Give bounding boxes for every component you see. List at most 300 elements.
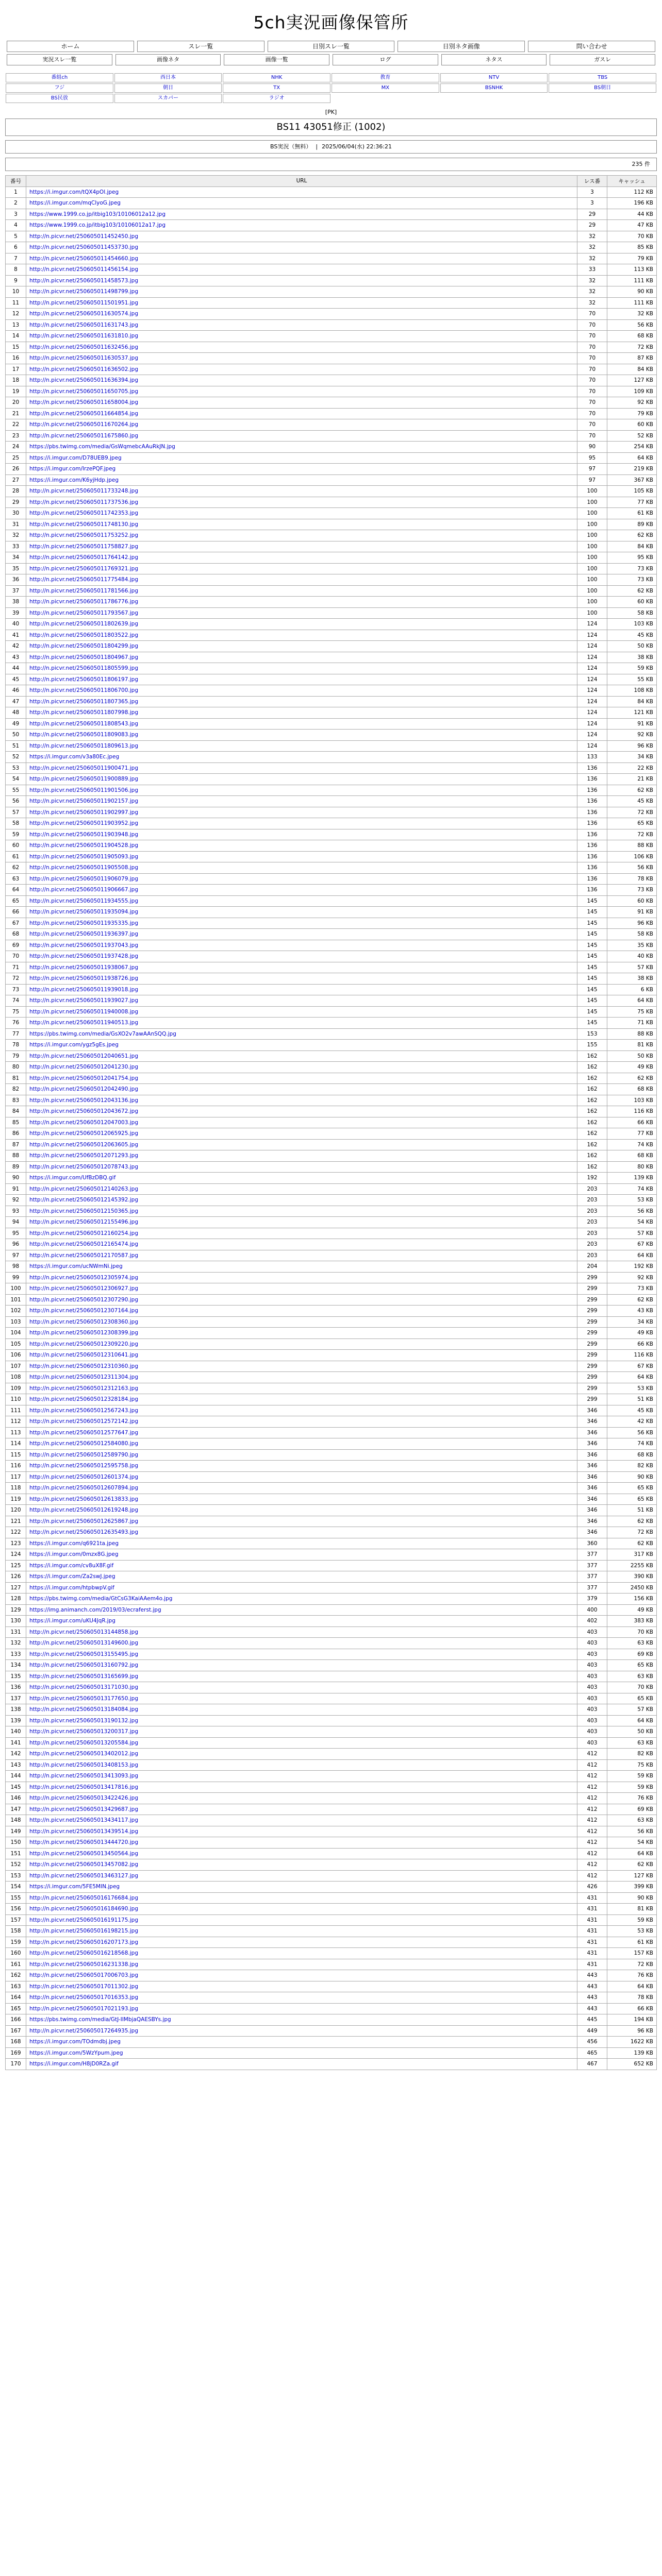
image-url-link[interactable]: http://n.picvr.net/250605012307164.jpg	[29, 1308, 138, 1314]
image-url-link[interactable]: http://n.picvr.net/250605011936397.jpg	[29, 931, 138, 938]
table-row	[6, 397, 657, 409]
row-cache-size: 108 KB	[607, 685, 657, 697]
image-url-link[interactable]: http://n.picvr.net/250605011804967.jpg	[29, 654, 138, 660]
image-url-link[interactable]: http://n.picvr.net/250605013144858.jpg	[29, 1629, 138, 1635]
board-link[interactable]: MX	[332, 83, 439, 93]
image-url-link[interactable]: http://n.picvr.net/250605011904528.jpg	[29, 842, 138, 849]
image-url-link[interactable]: http://n.picvr.net/250605012613833.jpg	[29, 1496, 138, 1502]
image-url-link[interactable]: http://n.picvr.net/250605012170587.jpg	[29, 1252, 138, 1259]
image-url-link[interactable]: http://n.picvr.net/250605012305974.jpg	[29, 1274, 138, 1281]
header-res: レス番	[577, 176, 607, 187]
image-url-link[interactable]: http://n.picvr.net/250605013149600.jpg	[29, 1640, 138, 1647]
row-res-number: 70	[577, 419, 607, 431]
image-url-link[interactable]: https://i.imgur.com/v3a80Ec.jpeg	[29, 754, 120, 760]
image-url-link[interactable]: http://n.picvr.net/250605013205584.jpg	[29, 1739, 138, 1746]
row-cache-size: 62 KB	[607, 1516, 657, 1527]
row-url-cell	[26, 1028, 577, 1040]
image-url-link[interactable]: http://n.picvr.net/250605011934555.jpg	[29, 897, 138, 904]
image-url-link[interactable]: http://n.picvr.net/250605011902997.jpg	[29, 809, 138, 816]
image-url-link[interactable]: http://n.picvr.net/250605012041230.jpg	[29, 1064, 138, 1071]
image-url-link[interactable]: http://n.picvr.net/250605017006703.jpg	[29, 1972, 138, 1979]
image-url-link[interactable]: http://n.picvr.net/250605013434117.jpg	[29, 1817, 138, 1824]
image-url-link[interactable]: http://n.picvr.net/250605012043672.jpg	[29, 1108, 138, 1115]
image-url-link[interactable]: https://pbs.twimg.com/media/GtJ-IIMbjaQAESBYs.jpg	[29, 2016, 171, 2023]
image-url-link[interactable]: http://n.picvr.net/250605011786776.jpg	[29, 599, 138, 605]
row-res-number: 346	[577, 1449, 607, 1461]
row-url-cell	[26, 1914, 577, 1926]
image-url-link[interactable]: http://n.picvr.net/250605012155496.jpg	[29, 1219, 138, 1226]
image-url-link[interactable]: http://n.picvr.net/250605011905093.jpg	[29, 853, 138, 860]
image-url-link[interactable]: http://n.picvr.net/250605012145392.jpg	[29, 1197, 138, 1204]
row-res-number: 299	[577, 1350, 607, 1361]
image-url-link[interactable]: http://n.picvr.net/250605012310641.jpg	[29, 1352, 138, 1359]
board-grid	[5, 73, 657, 104]
image-url-link[interactable]: http://n.picvr.net/250605011906667.jpg	[29, 887, 138, 893]
image-url-link[interactable]: http://n.picvr.net/250605011636502.jpg	[29, 366, 138, 372]
table-row	[6, 474, 657, 486]
image-url-link[interactable]: https://i.imgur.com/q6921ta.jpeg	[29, 1540, 119, 1547]
row-res-number: 346	[577, 1405, 607, 1416]
image-url-link[interactable]: http://n.picvr.net/250605011664854.jpg	[29, 410, 138, 417]
row-url-cell	[26, 375, 577, 386]
image-url-link[interactable]: http://n.picvr.net/250605011808543.jpg	[29, 720, 138, 727]
row-number: 90	[6, 1173, 26, 1184]
image-url-link[interactable]: http://n.picvr.net/250605012140263.jpg	[29, 1185, 138, 1192]
table-row	[6, 1560, 657, 1571]
row-number: 124	[6, 1549, 26, 1561]
image-url-link[interactable]: http://n.picvr.net/250605012309220.jpg	[29, 1341, 138, 1347]
board-link[interactable]: BSNHK	[440, 83, 548, 93]
board-link[interactable]: NTV	[440, 73, 548, 82]
image-url-link[interactable]: http://n.picvr.net/250605011805599.jpg	[29, 665, 138, 672]
board-link[interactable]: スカパー	[114, 94, 222, 103]
image-url-link[interactable]: http://n.picvr.net/250605017011302.jpg	[29, 1983, 138, 1990]
table-row	[6, 630, 657, 641]
row-number: 3	[6, 209, 26, 220]
row-url-cell	[26, 1693, 577, 1704]
image-url-link[interactable]: http://n.picvr.net/250605016231338.jpg	[29, 1961, 138, 1968]
image-url-link[interactable]: http://n.picvr.net/250605011803522.jpg	[29, 632, 138, 638]
image-url-link[interactable]: http://n.picvr.net/250605013402012.jpg	[29, 1751, 138, 1757]
image-url-link[interactable]: https://i.imgur.com/tQX4pOl.jpeg	[29, 189, 119, 195]
image-url-link[interactable]: http://n.picvr.net/250605011781566.jpg	[29, 587, 138, 594]
board-link[interactable]: TBS	[549, 73, 656, 82]
image-url-link[interactable]: http://n.picvr.net/250605012040651.jpg	[29, 1053, 138, 1059]
image-url-link[interactable]: http://n.picvr.net/250605012165474.jpg	[29, 1241, 138, 1248]
row-url-cell	[26, 519, 577, 530]
image-url-link[interactable]: https://i.imgur.com/ygz5gEs.jpeg	[29, 1042, 119, 1048]
image-url-link[interactable]: http://n.picvr.net/250605011809613.jpg	[29, 742, 138, 749]
image-url-link[interactable]: http://n.picvr.net/250605011935094.jpg	[29, 909, 138, 916]
image-url-link[interactable]: http://n.picvr.net/250605012607894.jpg	[29, 1485, 138, 1492]
image-url-link[interactable]: https://i.imgur.com/5FE5MIN.jpeg	[29, 1884, 120, 1890]
image-url-link[interactable]: http://n.picvr.net/250605011630537.jpg	[29, 355, 138, 362]
table-row	[6, 1306, 657, 1317]
row-url-cell	[26, 1726, 577, 1738]
board-link[interactable]: BS朝日	[549, 83, 656, 93]
table-row	[6, 918, 657, 929]
table-row	[6, 1892, 657, 1904]
row-cache-size: 59 KB	[607, 663, 657, 674]
row-number: 65	[6, 895, 26, 907]
image-url-link[interactable]: http://n.picvr.net/250605011769321.jpg	[29, 565, 138, 572]
image-url-link[interactable]: http://n.picvr.net/250605011650705.jpg	[29, 388, 138, 395]
image-url-link[interactable]: http://n.picvr.net/250605011733248.jpg	[29, 488, 138, 495]
row-res-number: 100	[577, 607, 607, 619]
image-url-link[interactable]: http://n.picvr.net/250605011636394.jpg	[29, 377, 138, 384]
row-number: 109	[6, 1383, 26, 1394]
row-url-cell	[26, 1937, 577, 1948]
row-number: 107	[6, 1361, 26, 1372]
row-cache-size: 59 KB	[607, 1771, 657, 1782]
board-link[interactable]: 教育	[332, 73, 439, 82]
image-url-link[interactable]: http://n.picvr.net/250605017021193.jpg	[29, 2005, 138, 2012]
nav-link[interactable]: 問い合わせ	[528, 41, 655, 52]
nav-link[interactable]: 日別スレ一覧	[268, 41, 395, 52]
table-row	[6, 907, 657, 918]
image-url-link[interactable]: http://n.picvr.net/250605013457082.jpg	[29, 1861, 138, 1868]
image-url-link[interactable]: http://n.picvr.net/250605011903948.jpg	[29, 831, 138, 838]
image-url-link[interactable]: http://n.picvr.net/250605012567243.jpg	[29, 1407, 138, 1414]
image-url-link[interactable]: http://n.picvr.net/250605012041754.jpg	[29, 1075, 138, 1081]
image-url-link[interactable]: http://n.picvr.net/250605016184690.jpg	[29, 1906, 138, 1912]
image-url-link[interactable]: http://n.picvr.net/250605012047003.jpg	[29, 1119, 138, 1126]
table-row	[6, 574, 657, 586]
row-res-number: 299	[577, 1272, 607, 1283]
row-cache-size: 79 KB	[607, 408, 657, 419]
image-url-link[interactable]: http://n.picvr.net/250605011753252.jpg	[29, 532, 138, 539]
image-url-link[interactable]: http://n.picvr.net/250605011742353.jpg	[29, 510, 138, 517]
table-row	[6, 1350, 657, 1361]
row-url-cell	[26, 1040, 577, 1051]
subnav-link[interactable]: ログ	[333, 54, 438, 65]
image-url-link[interactable]: http://n.picvr.net/250605011630574.jpg	[29, 311, 138, 317]
row-cache-size: 81 KB	[607, 1904, 657, 1915]
image-url-link[interactable]: http://n.picvr.net/250605016207173.jpg	[29, 1939, 138, 1945]
image-url-link[interactable]: https://pbs.twimg.com/media/GtCsG3KaiAAem4o.jpg	[29, 1596, 173, 1602]
image-url-link[interactable]: http://n.picvr.net/250605011764142.jpg	[29, 554, 138, 561]
image-url-link[interactable]: http://n.picvr.net/250605011937043.jpg	[29, 942, 138, 948]
row-url-cell	[26, 1505, 577, 1516]
table-row	[6, 862, 657, 874]
table-row	[6, 198, 657, 209]
image-url-link[interactable]: http://n.picvr.net/250605011940008.jpg	[29, 1008, 138, 1015]
image-url-link[interactable]: http://n.picvr.net/250605013463127.jpg	[29, 1872, 138, 1879]
table-row	[6, 1970, 657, 1981]
image-url-link[interactable]: http://n.picvr.net/250605011902157.jpg	[29, 798, 138, 805]
row-cache-size: 45 KB	[607, 630, 657, 641]
subnav-link[interactable]: ネタス	[441, 54, 547, 65]
result-count: 235 件	[5, 158, 657, 171]
image-url-link[interactable]: http://n.picvr.net/250605011658004.jpg	[29, 399, 138, 406]
nav-link[interactable]: ホーム	[7, 41, 134, 52]
image-url-link[interactable]: http://n.picvr.net/250605016218568.jpg	[29, 1950, 138, 1957]
subnav-link[interactable]: ガスレ	[550, 54, 655, 65]
image-url-link[interactable]: http://n.picvr.net/250605012308399.jpg	[29, 1330, 138, 1336]
row-cache-size: 65 KB	[607, 1693, 657, 1704]
image-url-link[interactable]: http://n.picvr.net/250605011905508.jpg	[29, 865, 138, 871]
row-number: 137	[6, 1693, 26, 1704]
table-row	[6, 1882, 657, 1893]
image-url-link[interactable]: http://n.picvr.net/250605013439514.jpg	[29, 1828, 138, 1835]
image-url-link[interactable]: http://n.picvr.net/250605011935335.jpg	[29, 920, 138, 926]
image-url-link[interactable]: http://n.picvr.net/250605013413093.jpg	[29, 1773, 138, 1780]
image-url-link[interactable]: http://n.picvr.net/250605012625867.jpg	[29, 1518, 138, 1524]
image-url-link[interactable]: https://pbs.twimg.com/media/GsXO2v7awAAnSQQ.jpg	[29, 1030, 176, 1037]
image-url-link[interactable]: http://n.picvr.net/250605011806197.jpg	[29, 676, 138, 683]
image-url-link[interactable]: http://n.picvr.net/250605011939018.jpg	[29, 986, 138, 993]
image-url-link[interactable]: http://n.picvr.net/250605011670264.jpg	[29, 421, 138, 428]
image-url-link[interactable]: http://n.picvr.net/250605012042490.jpg	[29, 1086, 138, 1093]
image-url-link[interactable]: http://n.picvr.net/250605013177650.jpg	[29, 1695, 138, 1702]
image-url-link[interactable]: http://n.picvr.net/250605011793567.jpg	[29, 609, 138, 616]
image-url-link[interactable]: http://n.picvr.net/250605011454660.jpg	[29, 255, 138, 262]
image-url-link[interactable]: http://n.picvr.net/250605017264935.jpg	[29, 2027, 138, 2034]
table-row	[6, 452, 657, 464]
row-res-number: 145	[577, 1018, 607, 1029]
row-url-cell	[26, 364, 577, 375]
image-url-link[interactable]: http://n.picvr.net/250605012584080.jpg	[29, 1440, 138, 1447]
row-number: 98	[6, 1261, 26, 1273]
row-url-cell	[26, 1604, 577, 1616]
image-url-link[interactable]: http://n.picvr.net/250605011775484.jpg	[29, 577, 138, 583]
image-url-link[interactable]: https://i.imgur.com/5WzYpum.jpeg	[29, 2049, 123, 2056]
image-url-link[interactable]: http://n.picvr.net/250605011453730.jpg	[29, 244, 138, 251]
row-number: 165	[6, 2003, 26, 2014]
nav-link[interactable]: スレ一覧	[137, 41, 264, 52]
table-row	[6, 807, 657, 818]
row-res-number: 155	[577, 1040, 607, 1051]
row-res-number: 377	[577, 1560, 607, 1571]
image-url-link[interactable]: http://n.picvr.net/250605011737536.jpg	[29, 499, 138, 505]
row-cache-size: 72 KB	[607, 1959, 657, 1970]
image-url-link[interactable]: https://i.imgur.com/ucNWmNi.jpeg	[29, 1263, 123, 1270]
image-url-link[interactable]: http://n.picvr.net/250605011937428.jpg	[29, 953, 138, 960]
image-url-link[interactable]: https://i.imgur.com/cv8uX8F.gif	[29, 1562, 114, 1569]
table-row	[6, 1294, 657, 1306]
table-row	[6, 1018, 657, 1029]
image-url-link[interactable]: http://n.picvr.net/250605011938067.jpg	[29, 964, 138, 971]
row-res-number: 445	[577, 2014, 607, 2026]
image-url-link[interactable]: http://n.picvr.net/250605013200317.jpg	[29, 1728, 138, 1735]
image-url-link[interactable]: http://n.picvr.net/250605011807998.jpg	[29, 709, 138, 716]
image-url-link[interactable]: http://n.picvr.net/250605016191175.jpg	[29, 1917, 138, 1923]
row-url-cell	[26, 1737, 577, 1749]
row-res-number: 32	[577, 253, 607, 264]
image-url-link[interactable]: http://n.picvr.net/250605011938726.jpg	[29, 975, 138, 982]
board-link[interactable]: ラジオ	[223, 94, 330, 103]
image-url-link[interactable]: http://n.picvr.net/250605013450564.jpg	[29, 1850, 138, 1857]
table-row	[6, 1782, 657, 1793]
image-url-link[interactable]: http://n.picvr.net/250605013190132.jpg	[29, 1717, 138, 1724]
image-url-link[interactable]: http://n.picvr.net/250605011675860.jpg	[29, 432, 138, 439]
row-number: 22	[6, 419, 26, 431]
image-url-link[interactable]: http://n.picvr.net/250605011903952.jpg	[29, 820, 138, 827]
image-url-link[interactable]: http://n.picvr.net/250605012572142.jpg	[29, 1418, 138, 1425]
table-row	[6, 696, 657, 707]
subnav-link[interactable]: 実況スレ一覧	[7, 54, 112, 65]
row-cache-size: 112 KB	[607, 187, 657, 198]
row-cache-size: 68 KB	[607, 1150, 657, 1162]
image-url-link[interactable]: http://n.picvr.net/250605016198215.jpg	[29, 1928, 138, 1935]
image-url-link[interactable]: http://n.picvr.net/250605012071293.jpg	[29, 1153, 138, 1159]
image-url-link[interactable]: https://i.imgur.com/H8jD0RZa.gif	[29, 2061, 119, 2067]
row-cache-size: 81 KB	[607, 1040, 657, 1051]
board-link[interactable]: NHK	[223, 73, 330, 82]
row-url-cell	[26, 1350, 577, 1361]
table-row	[6, 1150, 657, 1162]
image-url-link[interactable]: http://n.picvr.net/250605013408153.jpg	[29, 1761, 138, 1768]
image-url-link[interactable]: http://n.picvr.net/250605017016353.jpg	[29, 1994, 138, 2001]
image-url-link[interactable]: https://i.imgur.com/0mzx8G.jpeg	[29, 1551, 119, 1558]
row-cache-size: 58 KB	[607, 607, 657, 619]
row-number: 74	[6, 995, 26, 1007]
board-link[interactable]: BS民放	[6, 94, 113, 103]
table-row	[6, 242, 657, 253]
table-row	[6, 1183, 657, 1195]
image-url-link[interactable]: https://img.animanch.com/2019/03/ecraferst.jpg	[29, 1606, 161, 1613]
image-url-link[interactable]: http://n.picvr.net/250605011758827.jpg	[29, 543, 138, 550]
image-url-link[interactable]: http://n.picvr.net/250605012328184.jpg	[29, 1396, 138, 1403]
image-url-link[interactable]: http://n.picvr.net/250605011901506.jpg	[29, 787, 138, 793]
board-link[interactable]: 朝日	[114, 83, 222, 93]
row-res-number: 377	[577, 1582, 607, 1594]
image-url-link[interactable]: http://n.picvr.net/250605012078743.jpg	[29, 1163, 138, 1170]
board-link[interactable]: 西日本	[114, 73, 222, 82]
image-url-link[interactable]: http://n.picvr.net/250605012311304.jpg	[29, 1374, 138, 1381]
image-url-link[interactable]: https://i.imgur.com/htpbwpV.gif	[29, 1584, 114, 1591]
row-url-cell	[26, 1826, 577, 1837]
row-url-cell	[26, 785, 577, 796]
image-url-link[interactable]: http://n.picvr.net/250605013422426.jpg	[29, 1795, 138, 1802]
image-url-link[interactable]: http://n.picvr.net/250605012619248.jpg	[29, 1507, 138, 1514]
image-url-link[interactable]: https://i.imgur.com/D78UEB9.jpeg	[29, 454, 122, 461]
image-url-link[interactable]: http://n.picvr.net/250605011456154.jpg	[29, 266, 138, 273]
thread-title: BS11 43051修正 (1002)	[5, 118, 657, 136]
board-link[interactable]: 番組ch	[6, 73, 113, 82]
subnav-link[interactable]: 画像一覧	[224, 54, 329, 65]
image-url-link[interactable]: http://n.picvr.net/250605012160254.jpg	[29, 1230, 138, 1236]
image-url-link[interactable]: https://i.imgur.com/mqClyoG.jpeg	[29, 200, 121, 207]
image-url-link[interactable]: http://n.picvr.net/250605011458573.jpg	[29, 277, 138, 284]
row-cache-size: 45 KB	[607, 1405, 657, 1416]
image-url-link[interactable]: https://i.imgur.com/K6yjHdp.jpeg	[29, 477, 119, 483]
image-url-link[interactable]: http://n.picvr.net/250605013171030.jpg	[29, 1684, 138, 1691]
image-url-link[interactable]: http://n.picvr.net/250605011906079.jpg	[29, 875, 138, 882]
table-row	[6, 707, 657, 719]
image-url-link[interactable]: http://n.picvr.net/250605011501951.jpg	[29, 299, 138, 306]
image-url-link[interactable]: http://n.picvr.net/250605013165699.jpg	[29, 1673, 138, 1680]
image-url-link[interactable]: https://pbs.twimg.com/media/GsWqmebcAAuRkJN.jpg	[29, 444, 175, 450]
board-link[interactable]: TX	[223, 83, 330, 93]
image-url-link[interactable]: https://i.imgur.com/lrzePQF.jpeg	[29, 466, 116, 472]
row-url-cell	[26, 1062, 577, 1073]
image-url-link[interactable]: http://n.picvr.net/250605012043136.jpg	[29, 1097, 138, 1104]
image-url-link[interactable]: http://n.picvr.net/250605011452450.jpg	[29, 233, 138, 240]
image-url-link[interactable]: http://n.picvr.net/250605012306927.jpg	[29, 1285, 138, 1292]
image-url-link[interactable]: http://n.picvr.net/250605011498799.jpg	[29, 289, 138, 295]
image-url-link[interactable]: http://n.picvr.net/250605012601374.jpg	[29, 1473, 138, 1480]
image-url-link[interactable]: http://n.picvr.net/250605012589790.jpg	[29, 1451, 138, 1458]
row-cache-size: 62 KB	[607, 785, 657, 796]
image-url-link[interactable]: http://n.picvr.net/250605011939027.jpg	[29, 997, 138, 1004]
image-url-link[interactable]: http://n.picvr.net/250605013444720.jpg	[29, 1839, 138, 1846]
row-res-number: 162	[577, 1117, 607, 1128]
subnav-link[interactable]: 画像ネタ	[115, 54, 221, 65]
image-url-link[interactable]: http://n.picvr.net/250605011631810.jpg	[29, 333, 138, 340]
row-res-number: 70	[577, 353, 607, 364]
image-url-link[interactable]: https://i.imgur.com/uKU4JqR.jpg	[29, 1618, 115, 1624]
row-res-number: 32	[577, 231, 607, 242]
image-url-link[interactable]: http://n.picvr.net/250605012063605.jpg	[29, 1141, 138, 1148]
row-number: 84	[6, 1106, 26, 1117]
image-url-link[interactable]: http://n.picvr.net/250605012150365.jpg	[29, 1208, 138, 1214]
table-row	[6, 1826, 657, 1837]
image-url-link[interactable]: http://n.picvr.net/250605013417816.jpg	[29, 1784, 138, 1790]
image-url-link[interactable]: http://n.picvr.net/250605011631743.jpg	[29, 321, 138, 328]
image-url-link[interactable]: https://i.imgur.com/Za2swJ.jpeg	[29, 1573, 115, 1580]
image-url-link[interactable]: https://i.imgur.com/UfBzDBQ.gif	[29, 1175, 116, 1181]
row-url-cell	[26, 2037, 577, 2048]
image-url-link[interactable]: http://n.picvr.net/250605012312163.jpg	[29, 1385, 138, 1392]
image-url-link[interactable]: https://www.1999.co.jp/itbig103/10106012a12.jpg	[29, 211, 166, 217]
image-url-link[interactable]: http://n.picvr.net/250605013429687.jpg	[29, 1806, 138, 1812]
row-url-cell	[26, 1970, 577, 1981]
image-url-link[interactable]: http://n.picvr.net/250605013155495.jpg	[29, 1651, 138, 1657]
image-url-link[interactable]: https://i.imgur.com/TOdmdbj.jpeg	[29, 2039, 121, 2045]
image-url-link[interactable]: http://n.picvr.net/250605012595758.jpg	[29, 1463, 138, 1469]
image-url-link[interactable]: http://n.picvr.net/250605011806700.jpg	[29, 687, 138, 694]
image-url-link[interactable]: http://n.picvr.net/250605011809083.jpg	[29, 732, 138, 738]
image-url-link[interactable]: http://n.picvr.net/250605011748130.jpg	[29, 521, 138, 528]
image-url-link[interactable]: http://n.picvr.net/250605011940513.jpg	[29, 1020, 138, 1026]
board-link[interactable]: フジ	[6, 83, 113, 93]
row-res-number: 346	[577, 1483, 607, 1494]
table-row	[6, 342, 657, 353]
row-url-cell	[26, 619, 577, 630]
row-cache-size: 35 KB	[607, 940, 657, 951]
image-url-link[interactable]: http://n.picvr.net/250605012577647.jpg	[29, 1429, 138, 1436]
image-url-link[interactable]: http://n.picvr.net/250605011804299.jpg	[29, 643, 138, 650]
image-url-link[interactable]: http://n.picvr.net/250605011900471.jpg	[29, 765, 138, 771]
nav-link[interactable]: 日別ネタ画像	[398, 41, 525, 52]
row-res-number: 97	[577, 474, 607, 486]
row-cache-size: 91 KB	[607, 907, 657, 918]
row-res-number: 203	[577, 1217, 607, 1228]
image-url-link[interactable]: http://n.picvr.net/250605011807365.jpg	[29, 698, 138, 705]
image-url-link[interactable]: http://n.picvr.net/250605011632456.jpg	[29, 344, 138, 350]
table-row	[6, 895, 657, 907]
image-url-link[interactable]: http://n.picvr.net/250605012635493.jpg	[29, 1529, 138, 1536]
image-url-link[interactable]: http://n.picvr.net/250605012307290.jpg	[29, 1296, 138, 1303]
row-url-cell	[26, 198, 577, 209]
image-url-link[interactable]: http://n.picvr.net/250605011802639.jpg	[29, 621, 138, 628]
row-number: 147	[6, 1804, 26, 1815]
image-url-link[interactable]: http://n.picvr.net/250605013184084.jpg	[29, 1706, 138, 1713]
image-url-link[interactable]: http://n.picvr.net/250605011900889.jpg	[29, 776, 138, 783]
row-number: 76	[6, 1018, 26, 1029]
image-url-link[interactable]: http://n.picvr.net/250605012065925.jpg	[29, 1130, 138, 1137]
image-url-link[interactable]: http://n.picvr.net/250605013160792.jpg	[29, 1662, 138, 1669]
image-url-link[interactable]: http://n.picvr.net/250605016176684.jpg	[29, 1894, 138, 1901]
image-url-link[interactable]: http://n.picvr.net/250605012310360.jpg	[29, 1363, 138, 1369]
image-url-link[interactable]: http://n.picvr.net/250605012308360.jpg	[29, 1318, 138, 1325]
row-res-number: 100	[577, 563, 607, 574]
row-number: 144	[6, 1771, 26, 1782]
row-cache-size: 64 KB	[607, 995, 657, 1007]
image-url-link[interactable]: https://www.1999.co.jp/itbig103/10106012a17.jpg	[29, 222, 166, 229]
row-res-number: 124	[577, 674, 607, 685]
